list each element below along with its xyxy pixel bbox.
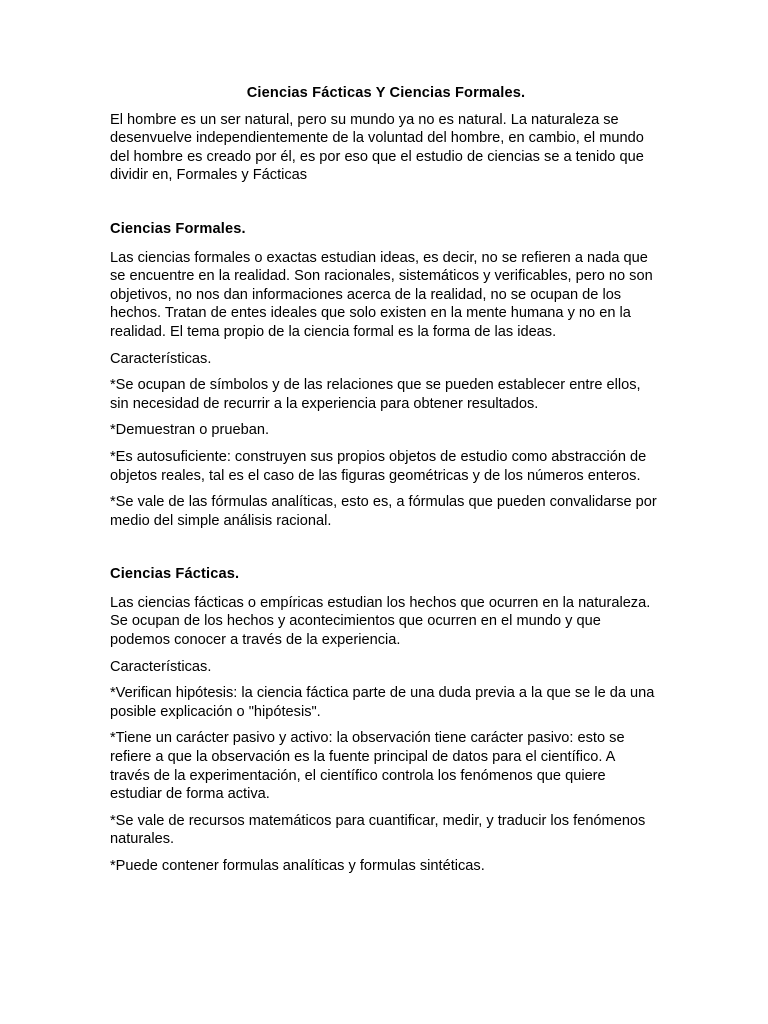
section-spacer <box>110 538 658 565</box>
formales-description: Las ciencias formales o exactas estudian ideas, es decir, no se refieren a nada que se encuentre en la realidad. Son racionales, sistemáticos y verificables, pero no son objetivos, no nos dan informaciones acerca de la realidad, no se ocupan de los hechos. Tratan de entes ideales que solo existen en la mente humana y no en la realidad. El tema propio de la ciencia formal es la forma de las ideas. <box>110 249 653 340</box>
facticas-item: *Tiene un carácter pasivo y activo: la observación tiene carácter pasivo: esto se refiere a que la observación es la fuente principal de datos para el científico. A través de la experimentación, el científico controla los fenómenos que quiere estudiar de forma activa. <box>110 730 625 803</box>
formales-item: *Se ocupan de símbolos y de las relaciones que se pueden establecer entre ellos, sin necesidad de recurrir a la experiencia para obtener resultados. <box>110 377 641 412</box>
facticas-characteristics-label: Características. <box>110 658 212 675</box>
section-spacer <box>110 193 658 220</box>
formales-item: *Se vale de las fórmulas analíticas, esto es, a fórmulas que pueden convalidarse por medio del simple análisis racional. <box>110 494 657 529</box>
facticas-item: *Verifican hipótesis: la ciencia fáctica parte de una duda previa a la que se le da una posible explicación o "hipótesis". <box>110 685 655 720</box>
section-heading-formales: Ciencias Formales. <box>110 220 246 237</box>
formales-item: *Demuestran o prueban. <box>110 422 270 439</box>
formales-item: *Es autosuficiente: construyen sus propios objetos de estudio como abstracción de objetos reales, tal es el caso de las figuras geométricas y de los números enteros. <box>110 448 647 484</box>
document-title: Ciencias Fácticas Y Ciencias Formales. <box>246 85 526 101</box>
section-heading-facticas: Ciencias Fácticas. <box>110 566 240 583</box>
facticas-item: *Se vale de recursos matemáticos para cuantificar, medir, y traducir los fenómenos naturales. <box>110 812 646 848</box>
intro-paragraph: El hombre es un ser natural, pero su mundo ya no es natural. La naturaleza se desenvuelve independientemente de la voluntad del hombre, en cambio, el mundo del hombre es creado por él, es por eso que el estudio de ciencias se a tenido que dividir en, Formales y Fácticas <box>110 111 644 184</box>
facticas-description: Las ciencias fácticas o empíricas estudian los hechos que ocurren en la naturaleza. Se ocupan de los hechos y acontecimientos que ocurren en el mundo y que podemos conocer a través de la experiencia. <box>110 594 651 649</box>
facticas-item: *Puede contener formulas analíticas y formulas sintéticas. <box>110 858 485 874</box>
formales-characteristics-label: Características. <box>110 350 212 367</box>
